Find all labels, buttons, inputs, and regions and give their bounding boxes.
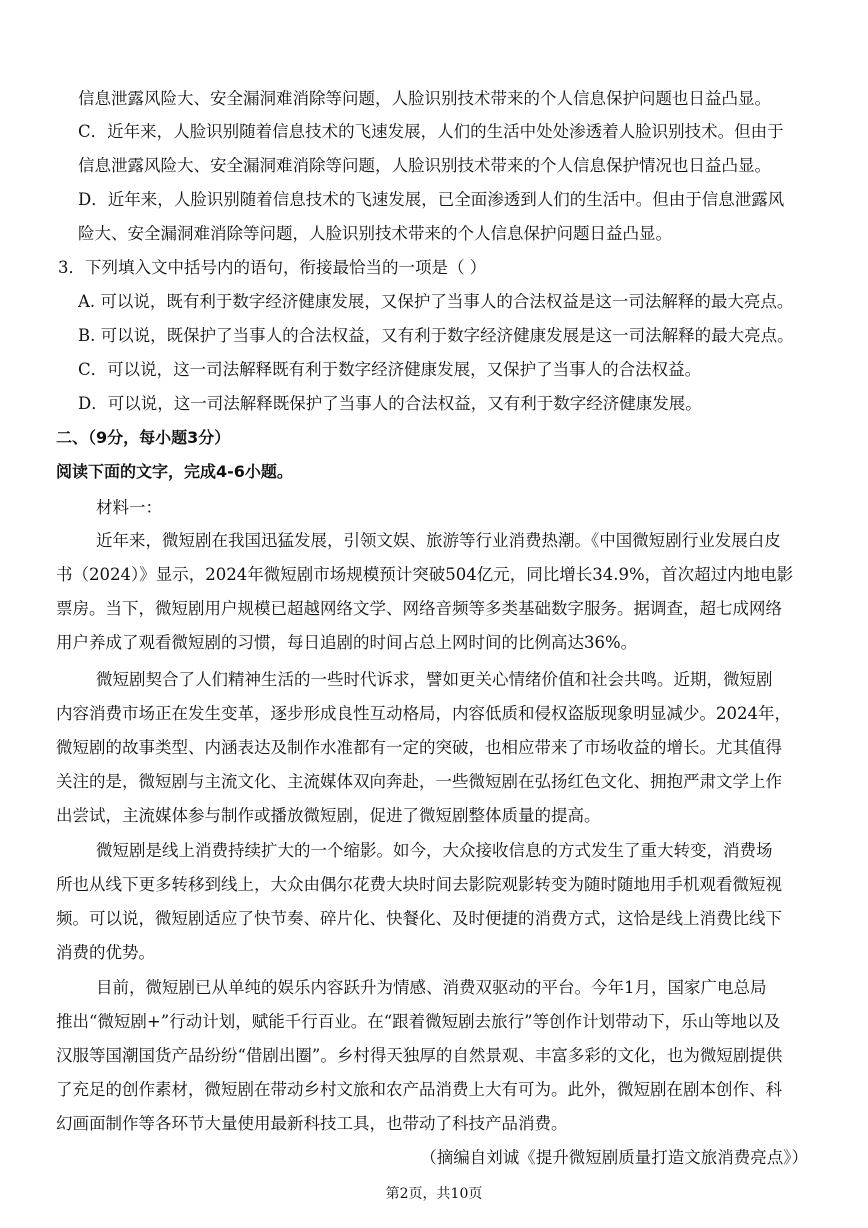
option-b: B. 可以说，既保护了当事人的合法权益，又有利于数字经济健康发展是这一司法解释的最大亮点。: [78, 326, 794, 345]
paragraph-line: 票房。当下，微短剧用户规模已超越网络文学、网络音频等多类基础数字服务。据调查，超七成网络: [56, 599, 782, 618]
text-line: D．近年来，人脸识别随着信息技术的飞速发展，已全面渗透到人们的生活中。但由于信息泄露风: [78, 190, 785, 209]
reading-instruction: 阅读下面的文字，完成4-6小题。: [56, 462, 293, 481]
option-d: D．可以说，这一司法解释既保护了当事人的合法权益，又有利于数字经济健康发展。: [78, 394, 702, 413]
paragraph-line: 消费的优势。: [56, 943, 155, 962]
section-heading: 二、（9分，每小题3分）: [56, 428, 231, 447]
paragraph-line: 关注的是，微短剧与主流文化、主流媒体双向奔赴，一些微短剧在弘扬红色文化、拥抱严肃文学上作: [56, 772, 782, 791]
question-3: 3．下列填入文中括号内的语句，衔接最恰当的一项是（ ）: [58, 258, 487, 277]
paragraph-line: 出尝试，主流媒体参与制作或播放微短剧，促进了微短剧整体质量的提高。: [56, 806, 601, 825]
text-line: 信息泄露风险大、安全漏洞难消除等问题，人脸识别技术带来的个人信息保护情况也日益凸显。: [78, 156, 771, 175]
paragraph-line: 近年来，微短剧在我国迅猛发展，引领文娱、旅游等行业消费热潮。《中国微短剧行业发展白皮: [96, 531, 781, 550]
text-line: 信息泄露风险大、安全漏洞难消除等问题，人脸识别技术带来的个人信息保护问题也日益凸显。: [78, 89, 771, 108]
material-label: 材料一：: [96, 498, 162, 517]
paragraph-line: 微短剧的故事类型、内涵表达及制作水准都有一定的突破，也相应带来了市场收益的增长。尤其值得: [56, 738, 782, 757]
paragraph-line: 用户养成了观看微短剧的习惯，每日追剧的时间占总上网时间的比例高达36%。: [56, 633, 638, 652]
source-citation: （摘编自刘诚《提升微短剧质量打造文旅消费亮点》）: [420, 1148, 808, 1167]
option-c: C．可以说，这一司法解释既有利于数字经济健康发展，又保护了当事人的合法权益。: [78, 360, 702, 379]
paragraph-line: 书（2024）》显示，2024年微短剧市场规模预计突破504亿元，同比增长34.9%，首次超过内地电影: [56, 565, 794, 584]
paragraph-line: 了充足的创作素材，微短剧在带动乡村文旅和农产品消费上大有可为。此外，微短剧在剧本创作、科: [56, 1080, 782, 1099]
option-a: A. 可以说，既有利于数字经济健康发展，又保护了当事人的合法权益是这一司法解释的最大亮点。: [78, 292, 794, 311]
paragraph-line: 所也从线下更多转移到线上，大众由偶尔花费大块时间去影院观影转变为随时随地用手机观看微短视: [56, 875, 782, 894]
paragraph-line: 目前，微短剧已从单纯的娱乐内容跃升为情感、消费双驱动的平台。今年1月，国家广电总局: [96, 978, 767, 997]
page-number: 第2页，共10页: [385, 1186, 483, 1202]
paragraph-line: 微短剧是线上消费持续扩大的一个缩影。如今，大众接收信息的方式发生了重大转变，消费场: [96, 841, 773, 860]
paragraph-line: 推出“微短剧+”行动计划，赋能千行百业。在“跟着微短剧去旅行”等创作计划带动下，乐山等地以及: [56, 1012, 781, 1031]
paragraph-line: 频。可以说，微短剧适应了快节奏、碎片化、快餐化、及时便捷的消费方式，这恰是线上消费比线下: [56, 909, 782, 928]
text-line: C．近年来，人脸识别随着信息技术的飞速发展，人们的生活中处处渗透着人脸识别技术。但由于: [78, 122, 784, 141]
paragraph-line: 内容消费市场正在发生变革，逐步形成良性互动格局，内容低质和侵权盗版现象明显减少。2024年，: [56, 704, 791, 723]
text-line: 险大、安全漏洞难消除等问题，人脸识别技术带来的个人信息保护问题日益凸显。: [78, 224, 672, 243]
paragraph-line: 汉服等国潮国货产品纷纷“借剧出圈”。乡村得天独厚的自然景观、丰富多彩的文化，也为微短剧提供: [56, 1046, 783, 1065]
paragraph-line: 幻画面制作等各环节大量使用最新科技工具，也带动了科技产品消费。: [56, 1114, 568, 1133]
paragraph-line: 微短剧契合了人们精神生活的一些时代诉求，譬如更关心情绪价值和社会共鸣。近期，微短剧: [96, 670, 773, 689]
